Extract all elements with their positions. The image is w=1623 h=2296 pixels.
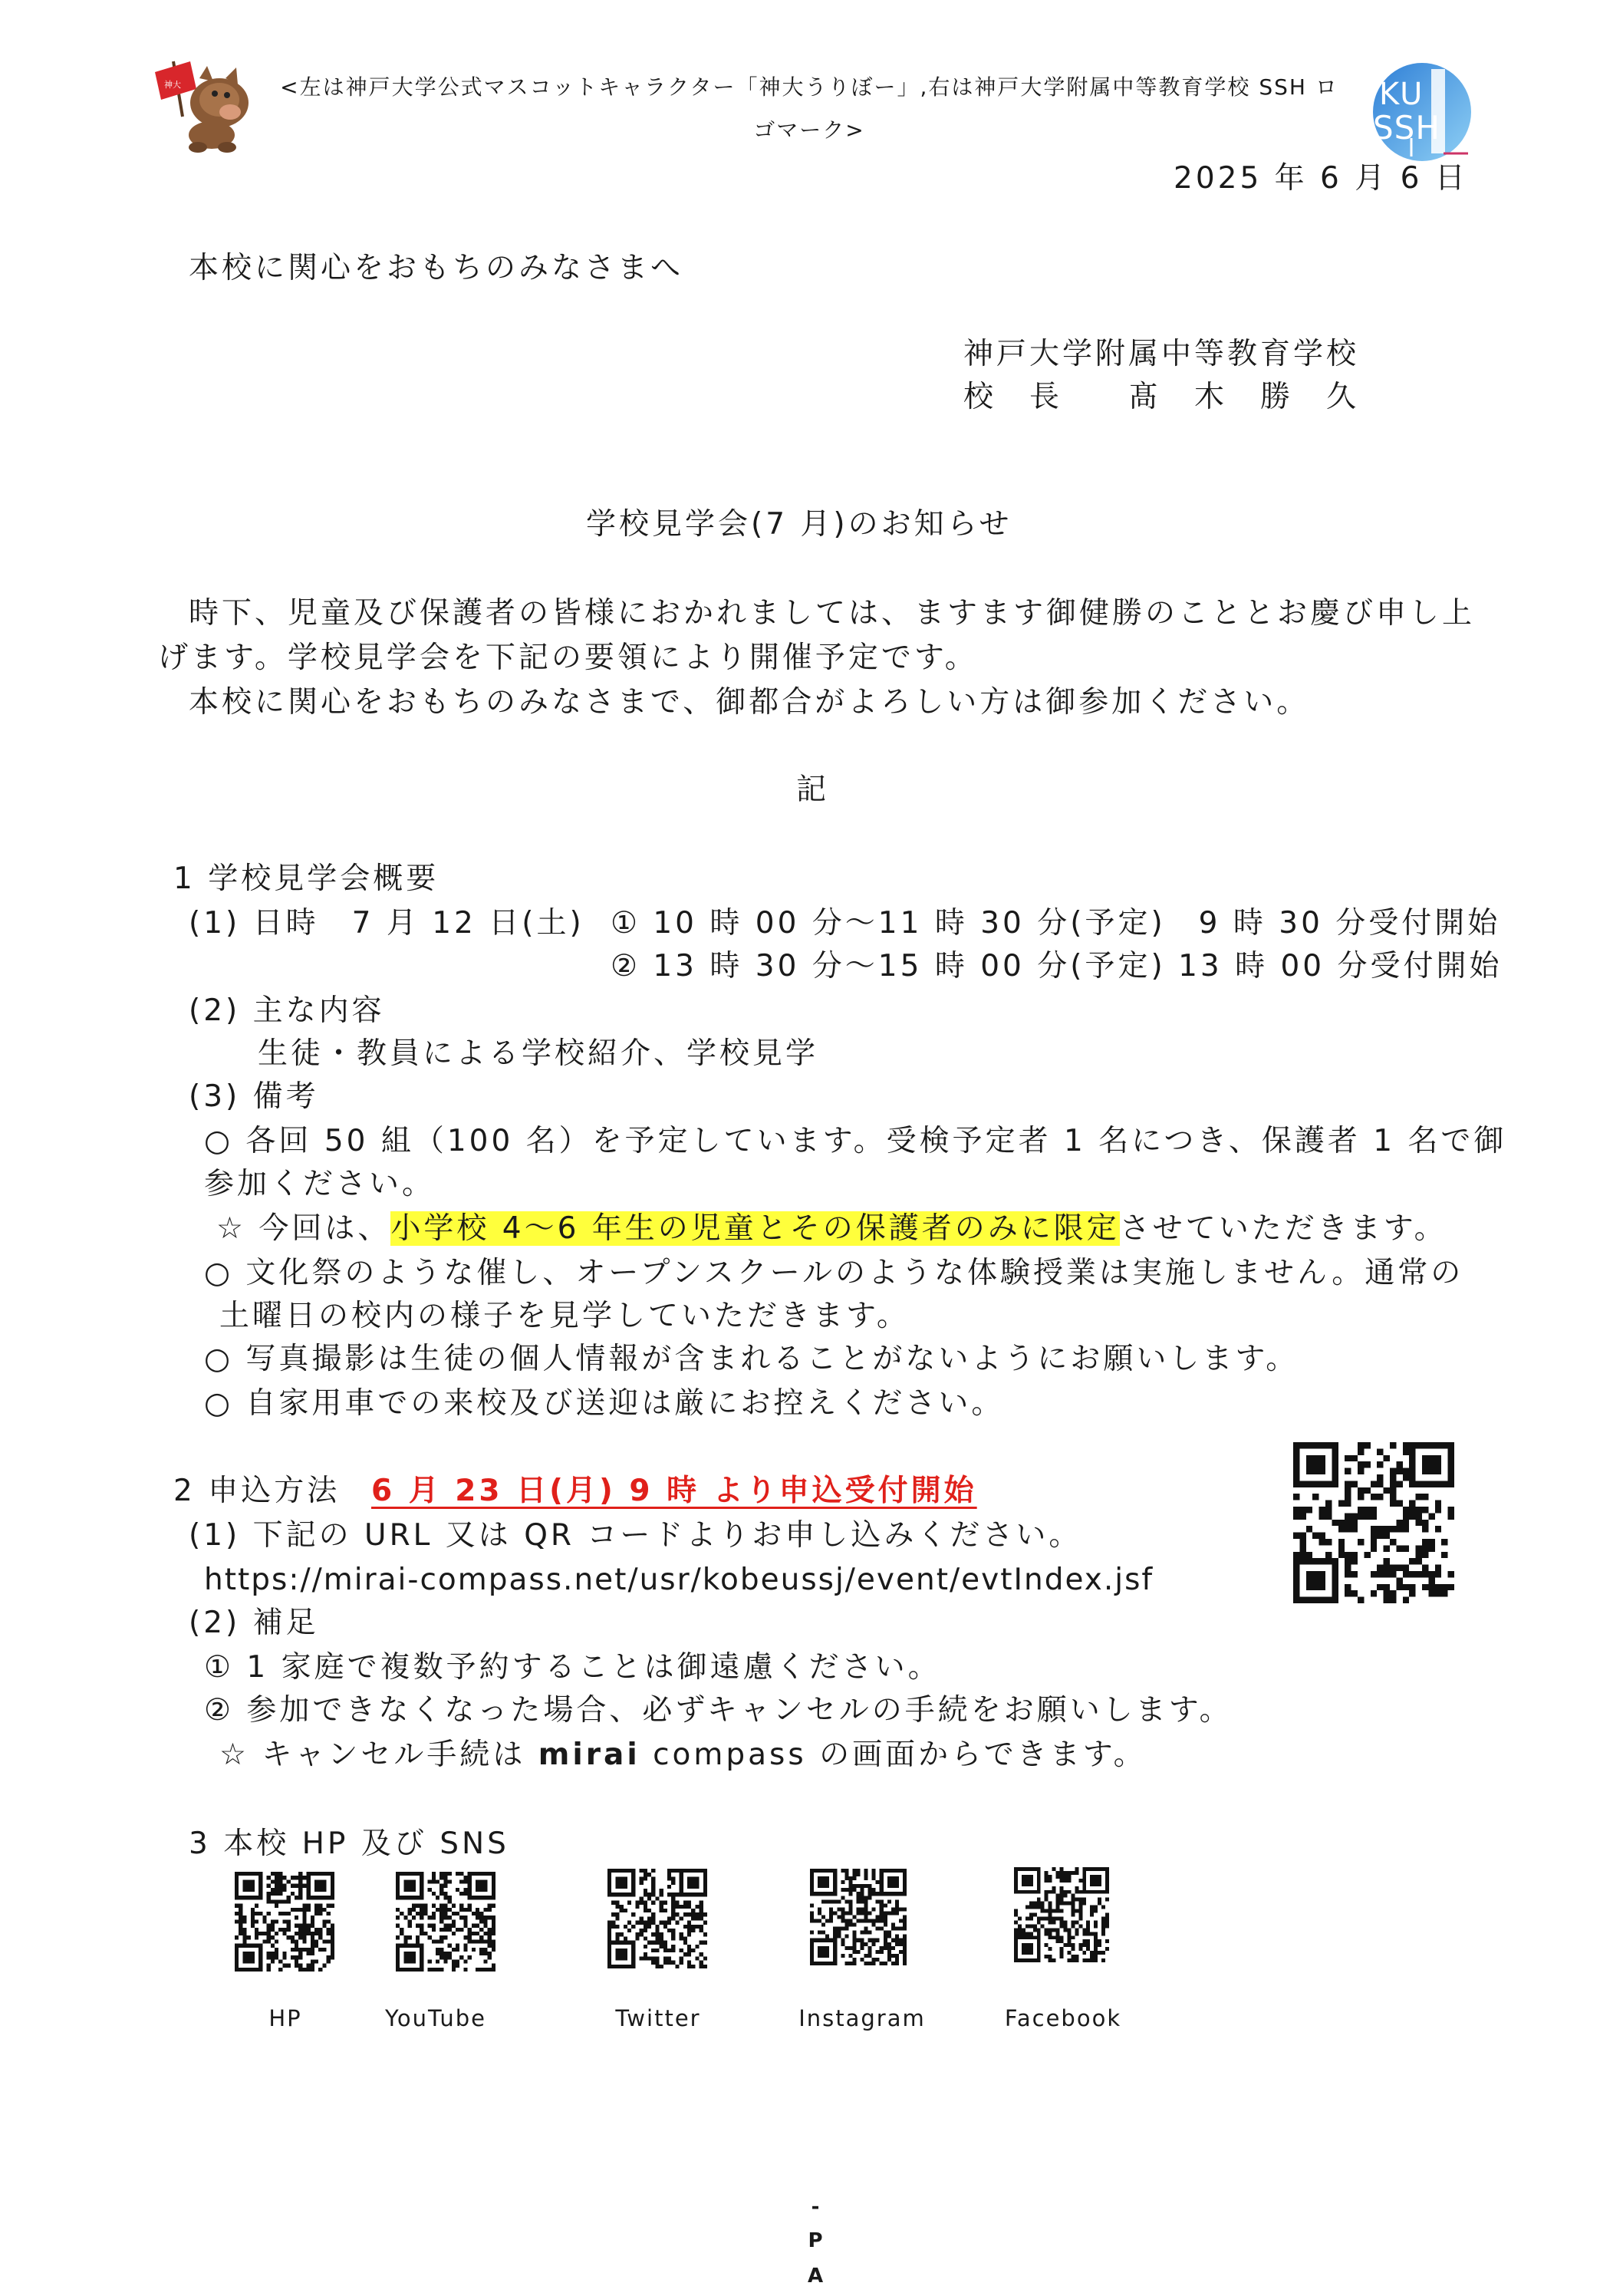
note-5: ○ 自家用車での来校及び送迎は厳にお控えください。 [204, 1386, 1005, 1421]
section2-heading: 2 申込方法 [173, 1474, 341, 1508]
note-2-prefix: ☆ 今回は、 [216, 1211, 391, 1246]
intro-line-3: 本校に関心をおもちのみなさまで、御都合がよろしい方は御参加ください。 [189, 685, 1310, 720]
facebook-qr-code-icon[interactable] [1014, 1867, 1109, 1962]
section3-heading: 3 本校 HP 及び SNS [189, 1827, 509, 1861]
note-2-suffix: させていただきます。 [1119, 1211, 1447, 1246]
sender-school: 神戸大学附属中等教育学校 [963, 337, 1360, 371]
supplement-3 [219, 1740, 1147, 1770]
note-4: ○ 写真撮影は生徒の個人情報が含まれることがないようにお願いします。 [204, 1342, 1299, 1376]
sns-label-twitter: Twitter [615, 2005, 701, 2031]
apply-instruction: (1) 下記の URL 又は QR コードよりお申し込みください。 [189, 1518, 1082, 1553]
supplement-3-bold: mirai [538, 1738, 640, 1772]
note-3-line-2: 土曜日の校内の様子を見学していただきます。 [219, 1299, 910, 1333]
instagram-qr-code-icon[interactable] [810, 1869, 907, 1965]
supplement-3-suffix: compass の画面からできます。 [640, 1738, 1147, 1772]
session-1: ① 10 時 00 分～11 時 30 分(予定) 9 時 30 分受付開始 [611, 906, 1501, 940]
application-qr-code-icon[interactable] [1293, 1442, 1454, 1603]
logo-text-ku: KU [1379, 77, 1424, 112]
ku-ssh-logo-icon [1368, 58, 1476, 166]
addressee: 本校に関心をおもちのみなさまへ [189, 251, 684, 285]
sns-label-facebook: Facebook [1004, 2005, 1122, 2031]
svg-text:神大: 神大 [164, 80, 181, 90]
intro-line-1: 時下、児童及び保護者の皆様におかれましては、ますます御健勝のこととお慶び申し上 [189, 596, 1476, 631]
content-label: (2) 主な内容 [189, 993, 385, 1028]
footer-dash: - [811, 2196, 820, 2219]
note-1-line-1: ○ 各回 50 組（100 名）を予定しています。受検予定者 1 名につき、保護者 1 名で御 [204, 1124, 1507, 1158]
ki-mark: 記 [796, 772, 830, 807]
sns-label-instagram: Instagram [798, 2005, 926, 2031]
page-title: 学校見学会(7 月)のお知らせ [586, 507, 1012, 542]
header-caption: <左は神戸大学公式マスコットキャラクター「神大うりぼー」,右は神戸大学附属中等教育学校 SSH ロゴマーク> [280, 74, 1338, 143]
hp-qr-code-icon[interactable] [235, 1872, 334, 1972]
mascot-uribo-icon [150, 55, 258, 155]
document-date: 2025 年 6 月 6 日 [1174, 161, 1468, 196]
schedule-date-label: (1) 日時 7 月 12 日(土) [189, 906, 584, 940]
sns-label-hp: HP [268, 2005, 302, 2031]
section1-heading: 1 学校見学会概要 [173, 861, 439, 896]
apply-url-link[interactable]: https://mirai-compass.net/usr/kobeussj/event/evtIndex.jsf [204, 1563, 1154, 1597]
sns-label-youtube: YouTube [385, 2005, 486, 2031]
content-text: 生徒・教員による学校紹介、学校見学 [258, 1036, 819, 1071]
supplement-2: ② 参加できなくなった場合、必ずキャンセルの手続をお願いします。 [204, 1693, 1233, 1728]
supplement-1: ① 1 家庭で複数予約することは御遠慮ください。 [204, 1650, 941, 1685]
notes-label: (3) 備考 [189, 1079, 319, 1114]
application-start: 6 月 23 日(月) 9 時 より申込受付開始 [371, 1474, 977, 1508]
footer-char-a: A [807, 2265, 824, 2288]
intro-line-2: げます。学校見学会を下記の要領により開催予定です。 [158, 641, 978, 675]
supplement-3-prefix: ☆ キャンセル手続は [219, 1738, 538, 1772]
youtube-qr-code-icon[interactable] [396, 1872, 495, 1972]
note-2-highlight: 小学校 4～6 年生の児童とその保護者のみに限定 [390, 1211, 1120, 1246]
sender-principal: 校 長 髙 木 勝 久 [963, 380, 1360, 414]
logo-text-ssh: SSH [1373, 109, 1440, 147]
note-1-line-2: 参加ください。 [204, 1167, 436, 1201]
twitter-qr-code-icon[interactable] [607, 1869, 707, 1968]
supplement-label: (2) 補足 [189, 1606, 319, 1640]
note-2 [216, 1211, 1447, 1246]
footer-char-p: P [808, 2229, 823, 2252]
session-2: ② 13 時 30 分～15 時 00 分(予定) 13 時 00 分受付開始 [611, 949, 1503, 983]
note-3-line-1: ○ 文化祭のような催し、オープンスクールのような体験授業は実施しません。通常の [204, 1256, 1464, 1290]
